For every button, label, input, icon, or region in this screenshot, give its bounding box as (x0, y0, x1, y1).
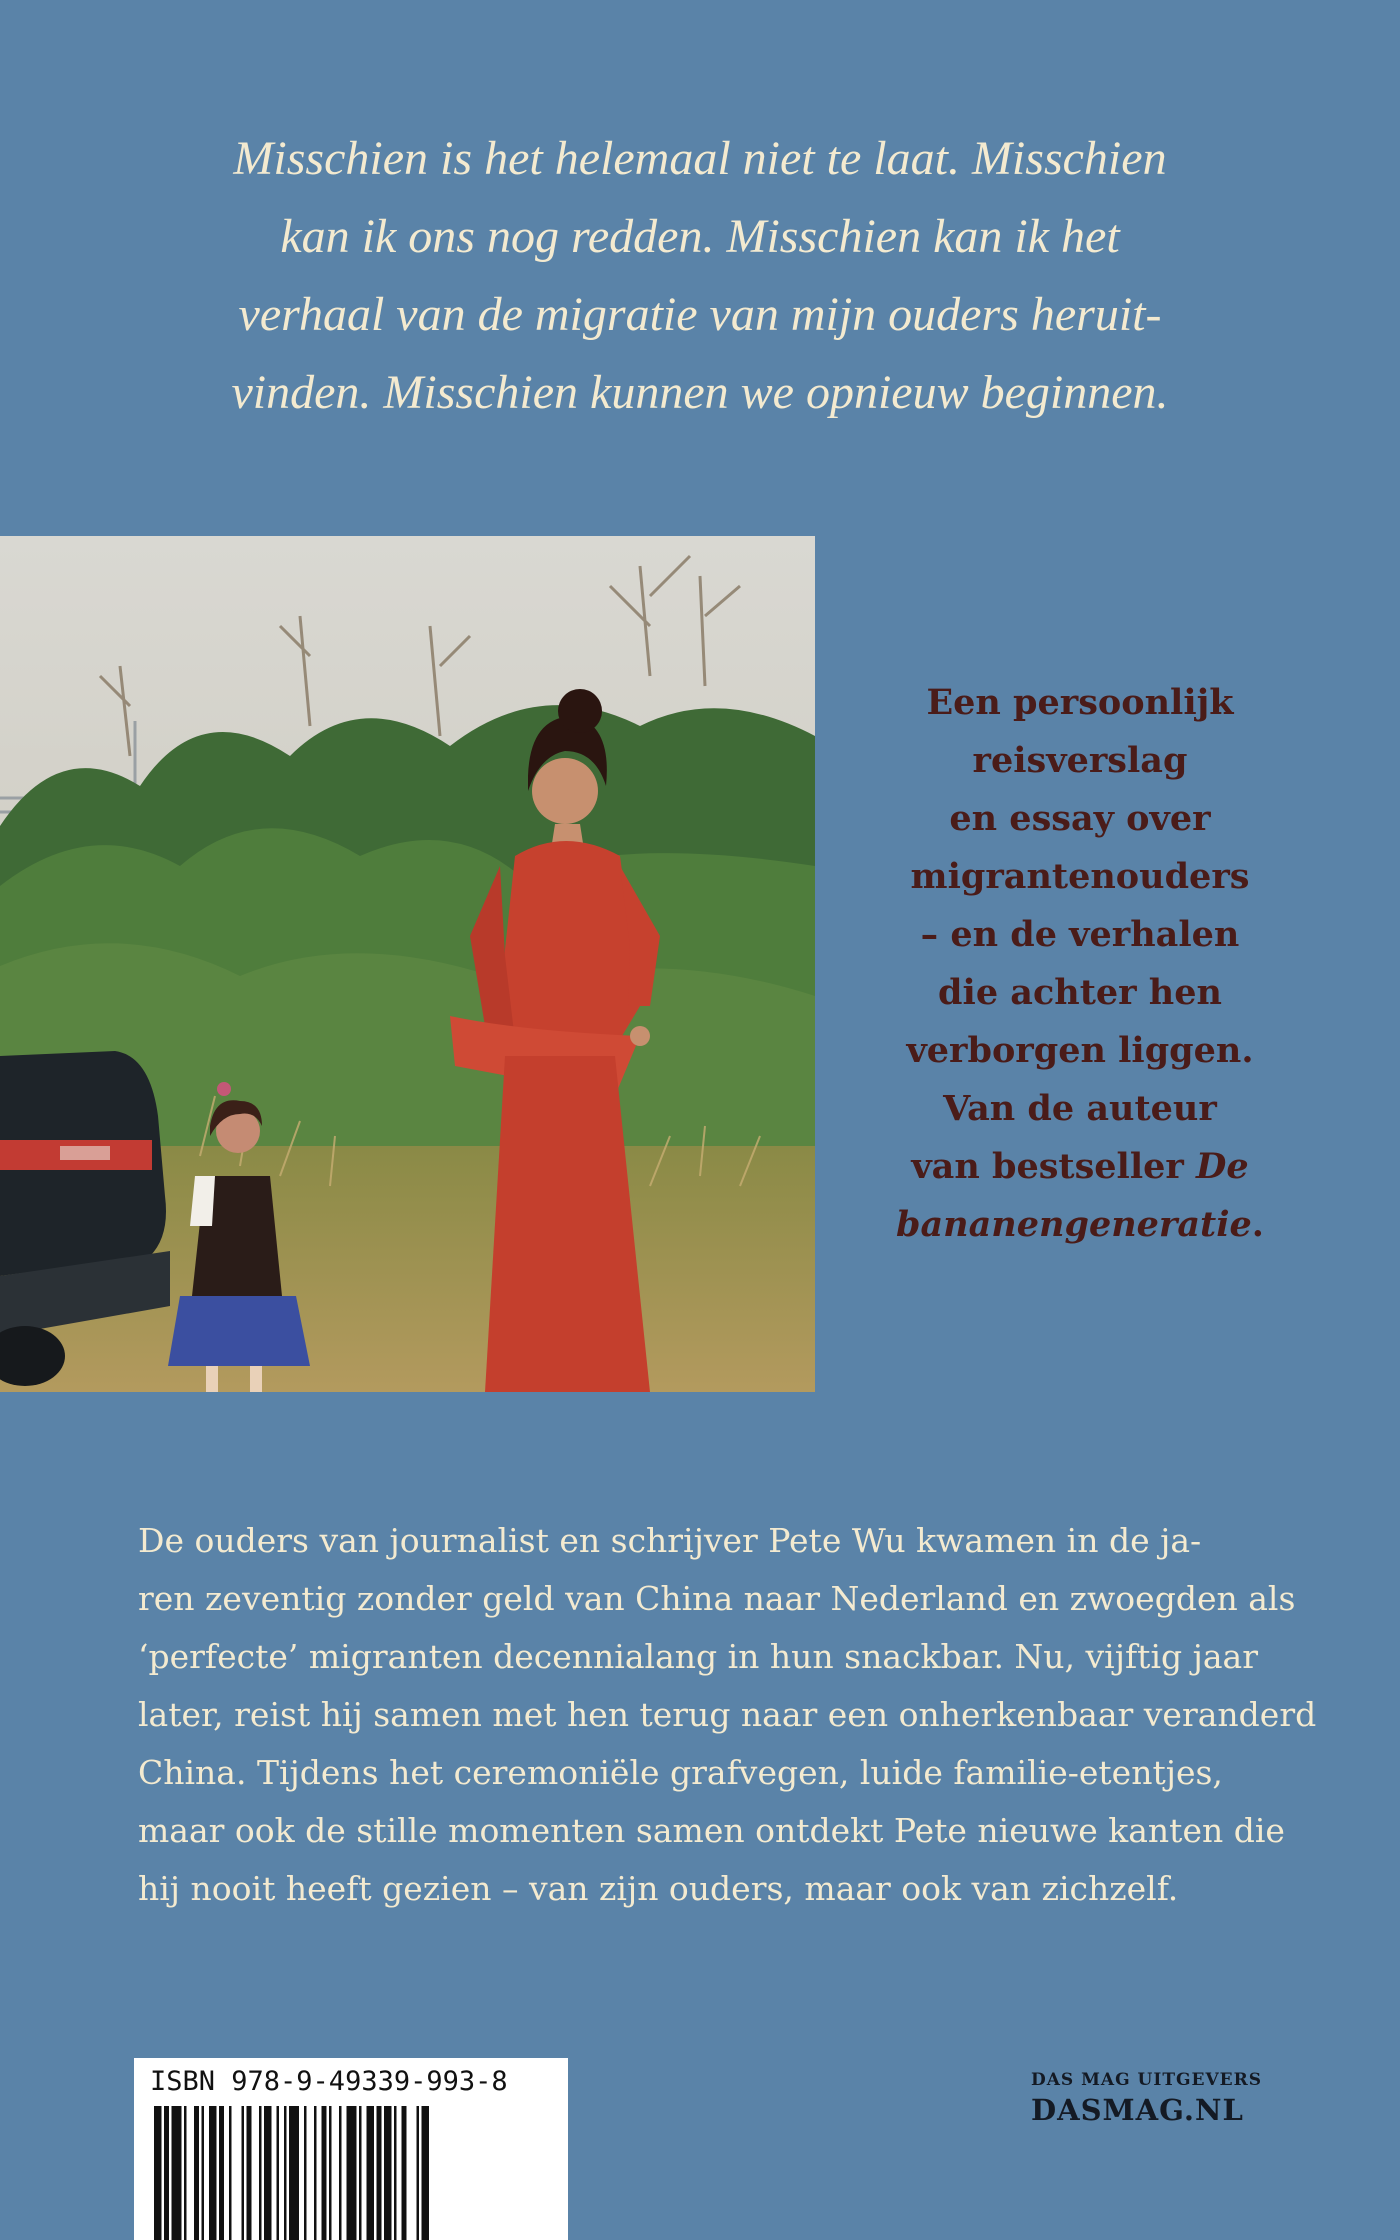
blurb-line (860, 1138, 1300, 1196)
blurb-line: – en de verhalen (920, 914, 1240, 955)
barcode-bars (150, 2106, 550, 2240)
description-line: maar ook de stille momenten samen ontdekt Pete nieuwe kanten die (138, 1811, 1285, 1850)
barcode-bar (367, 2106, 375, 2240)
book-description (138, 1512, 1317, 1918)
barcode-bar (394, 2106, 397, 2240)
barcode-bar (259, 2106, 262, 2240)
blurb-line: verborgen liggen. (906, 1030, 1254, 1071)
barcode-bar (329, 2106, 332, 2240)
description-line: ‘perfecte’ migranten decennialang in hun snackbar. Nu, vijftig jaar (138, 1637, 1258, 1676)
blurb-text: van bestseller (911, 1146, 1197, 1187)
barcode-bar (184, 2106, 187, 2240)
blurb-line: Een persoonlijk (926, 682, 1234, 723)
barcode-bar (209, 2106, 217, 2240)
description-line: later, reist hij samen met hen terug naar een onherkenbaar veranderd (138, 1695, 1317, 1734)
blurb-line: Van de auteur (943, 1088, 1217, 1129)
barcode-bar (304, 2106, 307, 2240)
barcode-bar (247, 2106, 252, 2240)
publisher-url: DASMAG.NL (1030, 2093, 1244, 2127)
blurb-line: migrantenouders (910, 856, 1250, 897)
barcode-bar (417, 2106, 420, 2240)
blurb-line (860, 1196, 1300, 1254)
barcode-bar (264, 2106, 272, 2240)
description-line: ren zeventig zonder geld van China naar Nederland en zwoegden als (138, 1579, 1296, 1618)
publisher-name: DAS MAG UITGEVERS (1030, 2070, 1262, 2090)
blurb-line: reisverslag (972, 740, 1188, 781)
blurb-line: en essay over (949, 798, 1211, 839)
barcode-bar (314, 2106, 317, 2240)
barcode-bar (384, 2106, 392, 2240)
blurb-line: die achter hen (938, 972, 1222, 1013)
barcode-bar (194, 2106, 199, 2240)
barcode-bar (377, 2106, 382, 2240)
barcode-bar (289, 2106, 299, 2240)
barcode-bar (277, 2106, 280, 2240)
barcode-bar (154, 2106, 162, 2240)
description-line: hij nooit heeft gezien – van zijn ouders, maar ook van zichzelf. (138, 1869, 1179, 1908)
barcode-bar (402, 2106, 407, 2240)
blurb-text: . (1251, 1204, 1264, 1245)
barcode-bar (284, 2106, 287, 2240)
description-line: China. Tijdens het ceremoniële grafvegen, luide familie-etentjes, (138, 1753, 1223, 1792)
book-title-part: bananengeneratie (896, 1204, 1252, 1245)
description-line: De ouders van journalist en schrijver Pete Wu kwamen in de ja- (138, 1521, 1202, 1560)
isbn-barcode (134, 2058, 568, 2240)
isbn-number: ISBN 978-9-49339-993-8 (150, 2066, 508, 2097)
barcode-bar (164, 2106, 169, 2240)
back-cover-quote (120, 120, 1280, 432)
barcode-bar (242, 2106, 245, 2240)
quote-line: verhaal van de migratie van mijn ouders heruit- (238, 288, 1162, 341)
barcode-bar (347, 2106, 357, 2240)
family-photo (0, 536, 815, 1392)
barcode-bar (229, 2106, 232, 2240)
barcode-bar (339, 2106, 342, 2240)
barcode-bar (172, 2106, 182, 2240)
barcode-bar (322, 2106, 327, 2240)
book-title-part: De (1196, 1146, 1249, 1187)
publisher-block (1031, 2068, 1262, 2128)
quote-line: vinden. Misschien kunnen we opnieuw beginnen. (231, 366, 1169, 419)
quote-line: Misschien is het helemaal niet te laat. Misschien (233, 132, 1167, 185)
barcode-bar (202, 2106, 205, 2240)
blurb (860, 674, 1300, 1254)
barcode-bar (359, 2106, 362, 2240)
barcode-bar (219, 2106, 224, 2240)
barcode-bar (422, 2106, 430, 2240)
quote-line: kan ik ons nog redden. Misschien kan ik het (280, 210, 1120, 263)
